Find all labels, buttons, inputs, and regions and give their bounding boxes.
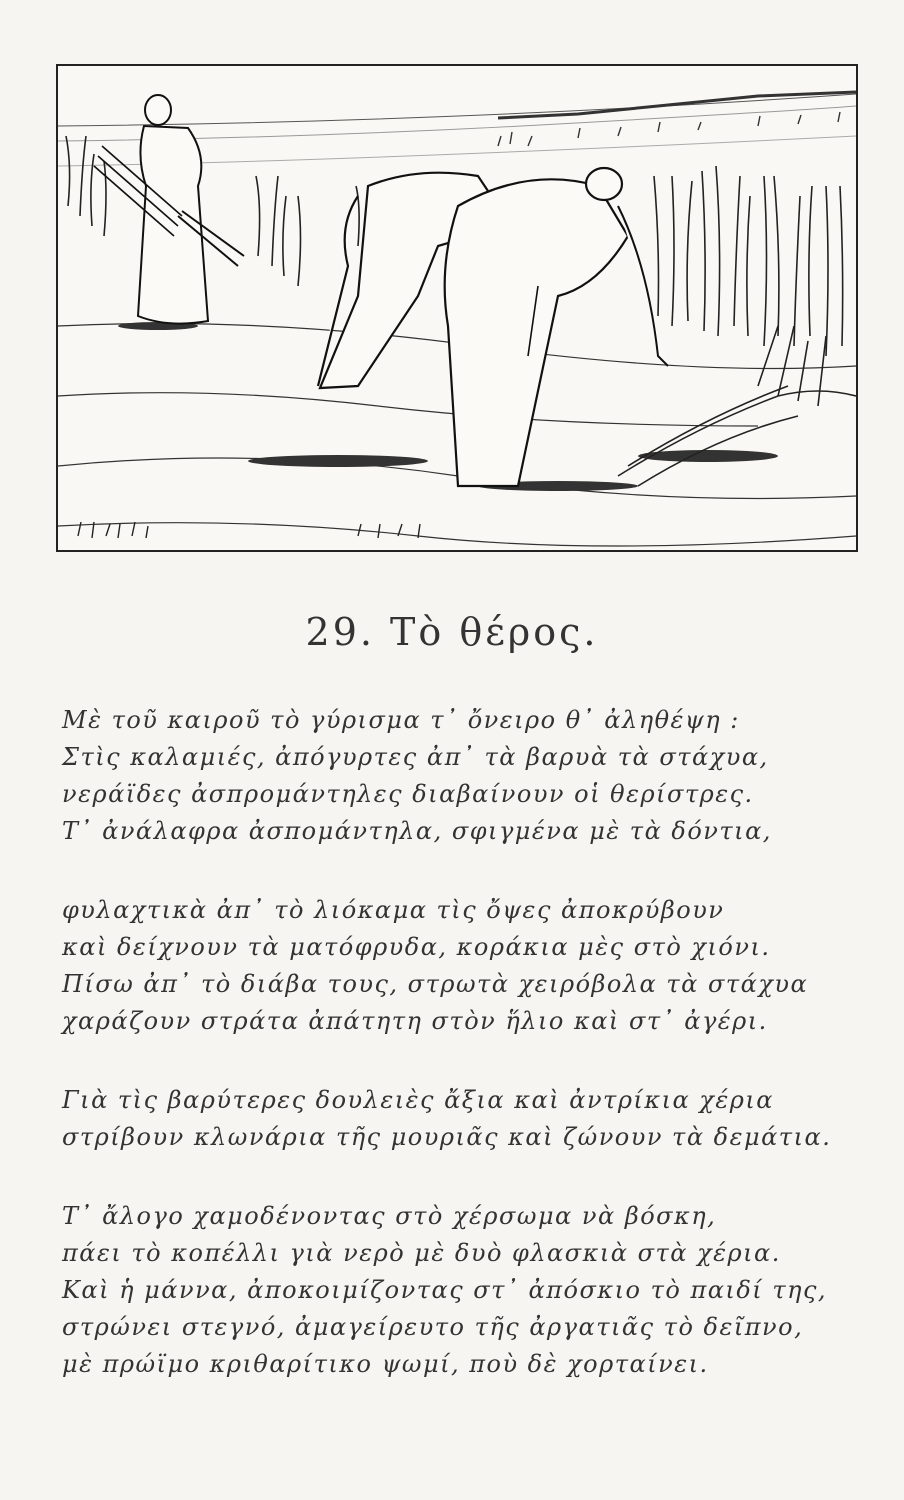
poem-line: πάει τὸ κοπέλλι γιὰ νερὸ μὲ δυὸ φλασκιὰ στὰ χέρια. [62,1239,781,1267]
poem-body [62,702,862,1425]
poem-line: Γιὰ τὶς βαρύτερες δουλειὲς ἄξια καὶ ἀντρίκια χέρια [62,1086,774,1114]
poem-line: Μὲ τοῦ καιροῦ τὸ γύρισμα τ᾽ ὄνειρο θ᾽ ἀληθέψη : [62,706,740,734]
poem-line: στρίβουν κλωνάρια τῆς μουριᾶς καὶ ζώνουν τὰ δεμάτια. [62,1123,832,1151]
poem-line: χαράζουν στράτα ἀπάτητη στὸν ἥλιο καὶ στ᾽ ἀγέρι. [62,1007,768,1035]
stanza-4 [62,1198,862,1383]
poem-line: καὶ δείχνουν τὰ ματόφρυδα, κοράκια μὲς στὸ χιόνι. [62,933,771,961]
poem-line: Καὶ ἡ μάννα, ἀποκοιμίζοντας στ᾽ ἀπόσκιο τὸ παιδί της, [62,1276,828,1304]
poem-line: μὲ πρώϊμο κριθαρίτικο ψωμί, ποὺ δὲ χορταίνει. [62,1350,709,1378]
poem-line: φυλαχτικὰ ἀπ᾽ τὸ λιόκαμα τὶς ὄψες ἀποκρύβουν [62,896,725,924]
harvest-illustration [56,64,858,552]
reapers-engraving [58,66,856,550]
stanza-1 [62,702,862,850]
poem-line: Τ᾽ ἀνάλαφρα ἀσπομάντηλα, σφιγμένα μὲ τὰ δόντια, [62,817,772,845]
poem-line: στρώνει στεγνό, ἀμαγείρευτο τῆς ἀργατιᾶς τὸ δεῖπνο, [62,1313,804,1341]
stanza-2 [62,892,862,1040]
poem-line: Τ᾽ ἄλογο χαμοδένοντας στὸ χέρσωμα νὰ βόσκη, [62,1202,717,1230]
stanza-3 [62,1082,862,1156]
poem-line: νεράϊδες ἀσπρομάντηλες διαβαίνουν οἱ θερίστρες. [62,780,754,808]
poem-title: 29. Τὸ θέρος. [305,610,599,654]
poem-line: Πίσω ἀπ᾽ τὸ διάβα τους, στρωτὰ χειρόβολα τὰ στάχυα [62,970,809,998]
poem-line: Στὶς καλαμιές, ἀπόγυρτες ἀπ᾽ τὰ βαρυὰ τὰ στάχυα, [62,743,769,771]
